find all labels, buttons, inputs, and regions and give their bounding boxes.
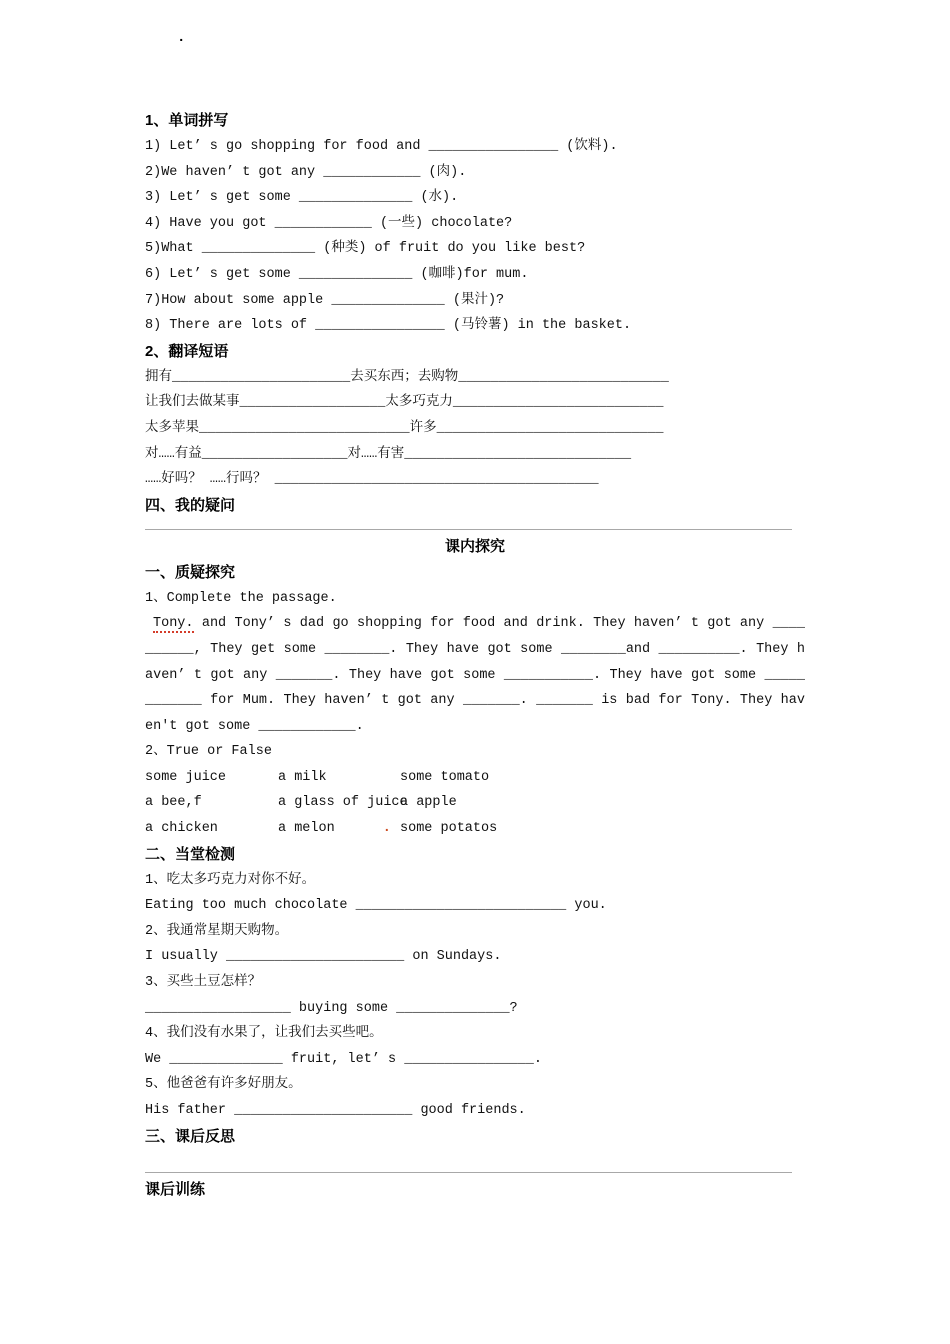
translate-phrase-line-1: 拥有______________________去买东西；去购物__________________________ (145, 369, 669, 385)
stray-dot: . (177, 30, 186, 46)
misspelled-word: Tony. (153, 616, 194, 632)
in-class-test-heading: 二、当堂检测 (145, 845, 236, 863)
test-item-1-cn: 1、吃太多巧克力对你不好。 (145, 872, 316, 888)
translate-phrase-line-4: 对……有益__________________对……有害____________________________ (145, 446, 632, 462)
tf-cell: a glass of juice (278, 795, 408, 811)
test-item-1-en: Eating too much chocolate __________________________ you. (145, 898, 607, 914)
translate-phrase-line-2: 让我们去做某事__________________太多巧克力__________________________ (145, 395, 664, 411)
test-item-2-cn: 2、我通常星期天购物。 (145, 923, 289, 939)
tf-cell: some juice (145, 769, 227, 785)
section-my-questions-heading: 四、我的疑问 (145, 496, 236, 514)
word-spelling-item-8: 8) There are lots of ________________ (马铃薯) in the basket. (145, 318, 632, 334)
cloze-passage-text: and Tony’ s dad go shopping for food and drink. They haven’ t got any __________, They get some ________. They have got some ________and __________. They haven’ t got any _______. They have got some ___________. They have got some ____________ for Mum. They haven’ t got any _______. _______ is bad for Tony. They haven't got some ____________. (145, 616, 805, 734)
after-class-reflection-heading: 三、课后反思 (145, 1127, 236, 1145)
word-spelling-item-3: 3) Let’ s get some ______________ (水). (145, 190, 459, 206)
spellcheck-dot: . (382, 821, 391, 837)
word-spelling-item-1: 1) Let’ s go shopping for food and ________________ (饮料). (145, 139, 618, 154)
tf-cell: a chicken (145, 821, 218, 837)
tf-cell: a milk (278, 769, 327, 785)
tf-cell (278, 816, 400, 842)
translate-phrase-line-5: ……好吗？ ……行吗？ ________________________________________ (145, 472, 599, 488)
section-word-spelling-heading: 1、单词拼写 (145, 112, 229, 129)
test-item-3-en: __________________ buying some ______________? (145, 1000, 518, 1016)
word-spelling-item-6: 6) Let’ s get some ______________ (咖啡)for mum. (145, 266, 529, 282)
section-divider-bottom (145, 1172, 792, 1173)
tf-cell: some tomato (400, 769, 490, 785)
translate-phrase-line-3: 太多苹果__________________________许多____________________________ (145, 420, 664, 436)
tf-cell: a bee,f (145, 795, 202, 811)
tf-cell: a apple (400, 795, 457, 811)
true-false-row-1 (145, 765, 805, 791)
section-translate-phrases-heading: 2、翻译短语 (145, 342, 229, 360)
section-divider-top (145, 529, 792, 530)
worksheet-page (145, 108, 805, 1203)
test-item-4-en: We ______________ fruit, let’ s ________________. (145, 1051, 542, 1067)
test-item-5-en: His father ______________________ good friends. (145, 1103, 526, 1118)
word-spelling-item-7: 7)How about some apple ______________ (果汁)? (145, 292, 505, 308)
test-item-5-cn: 5、他爸爸有许多好朋友。 (145, 1077, 302, 1093)
questioning-inquiry-heading: 一、质疑探究 (145, 563, 236, 581)
word-spelling-item-5: 5)What ______________ (种类) of fruit do you like best? (145, 241, 586, 257)
word-spelling-item-4: 4) Have you got ____________ (一些) chocolate? (145, 215, 513, 231)
true-false-label: 2、True or False (145, 744, 272, 760)
test-item-4-cn: 4、我们没有水果了，让我们去买些吧。 (145, 1026, 383, 1042)
true-false-row-2 (145, 790, 805, 816)
true-false-row-3 (145, 816, 805, 842)
complete-passage-label: 1、Complete the passage. (145, 590, 337, 606)
tf-cell: some potatos (400, 821, 498, 837)
in-class-inquiry-title: 课内探究 (444, 537, 505, 555)
tf-cell-text: a melon (278, 821, 335, 837)
test-item-2-en: I usually ______________________ on Sundays. (145, 949, 502, 965)
test-item-3-cn: 3、买些土豆怎样？ (145, 975, 262, 991)
cloze-passage (145, 611, 805, 739)
after-class-training-heading: 课后训练 (145, 1180, 206, 1198)
word-spelling-item-2: 2)We haven’ t got any ____________ (肉). (145, 164, 467, 180)
